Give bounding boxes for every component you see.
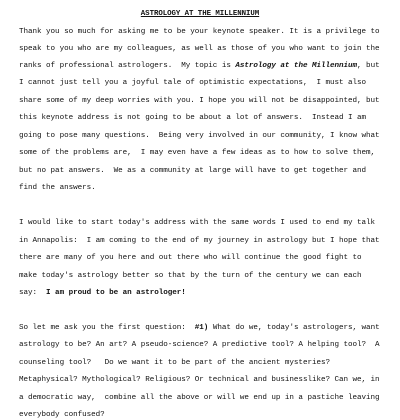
paragraph-2-line-3: there are many of you here and out there who will continue the good fight to bbox=[19, 254, 362, 262]
paragraph-3-line-6: everybody confused? bbox=[19, 411, 105, 419]
text-run: What do we, today's astrologers, want bbox=[208, 324, 380, 332]
paragraph-1-line-4: I cannot just tell you a joyful tale of optimistic expectations, I must also bbox=[19, 79, 367, 87]
paragraph-1-line-5: share some of my deep worries with you. I hope you will not be disappointed, but bbox=[19, 97, 380, 105]
paragraph-1-line-6: this keynote address is not going to be about a lot of answers. Instead I am bbox=[19, 114, 367, 122]
paragraph-1-line-2: speak to you who are my colleagues, as well as those of you who want to join the bbox=[19, 45, 380, 53]
paragraph-3-line-4: Metaphysical? Mythological? Religious? Or technical and businesslike? Can we, in bbox=[19, 376, 380, 384]
text-run: ranks of professional astrologers. My topic is bbox=[19, 62, 236, 70]
paragraph-3-line-5: a democratic way, combine all the above or will we end up in a pastiche leaving bbox=[19, 394, 380, 402]
paragraph-2-line-5 bbox=[19, 288, 186, 298]
paragraph-2-line-2: in Annapolis: I am coming to the end of my journey in astrology but I hope that bbox=[19, 237, 380, 245]
paragraph-3-line-3: counseling tool? Do we want it to be part of the ancient mysteries? bbox=[19, 359, 330, 367]
paragraph-2-line-4: make today's astrology better so that by the turn of the century we can each bbox=[19, 272, 362, 280]
document-title: ASTROLOGY AT THE MILLENNIUM bbox=[140, 10, 260, 18]
paragraph-3-line-2: astrology to be? An art? A pseudo-science? A predictive tool? A helping tool? A bbox=[19, 341, 380, 349]
proud-statement: I am proud to be an astrologer! bbox=[46, 289, 186, 297]
paragraph-2-line-1: I would like to start today's address with the same words I used to end my talk bbox=[19, 219, 376, 227]
text-run: say: bbox=[19, 289, 47, 297]
paragraph-1-line-7: going to pose many questions. Being very involved in our community, I know what bbox=[19, 132, 380, 140]
paragraph-3-line-1 bbox=[19, 323, 380, 333]
paragraph-1-line-1: Thank you so much for asking me to be your keynote speaker. It is a privilege to bbox=[19, 28, 380, 36]
question-number: #1) bbox=[194, 324, 209, 332]
text-run: , but bbox=[357, 62, 380, 70]
paragraph-1-line-10: find the answers. bbox=[19, 184, 96, 192]
paragraph-1-line-8: some of the problems are, I may even have a few ideas as to how to solve them, bbox=[19, 149, 376, 157]
text-run: So let me ask you the first question: bbox=[19, 324, 195, 332]
topic-emphasis: Astrology at the Millennium bbox=[235, 62, 358, 70]
paragraph-1-line-9: but no pat answers. We as a community at large will have to get together and bbox=[19, 167, 367, 175]
paragraph-1-line-3 bbox=[19, 61, 380, 71]
